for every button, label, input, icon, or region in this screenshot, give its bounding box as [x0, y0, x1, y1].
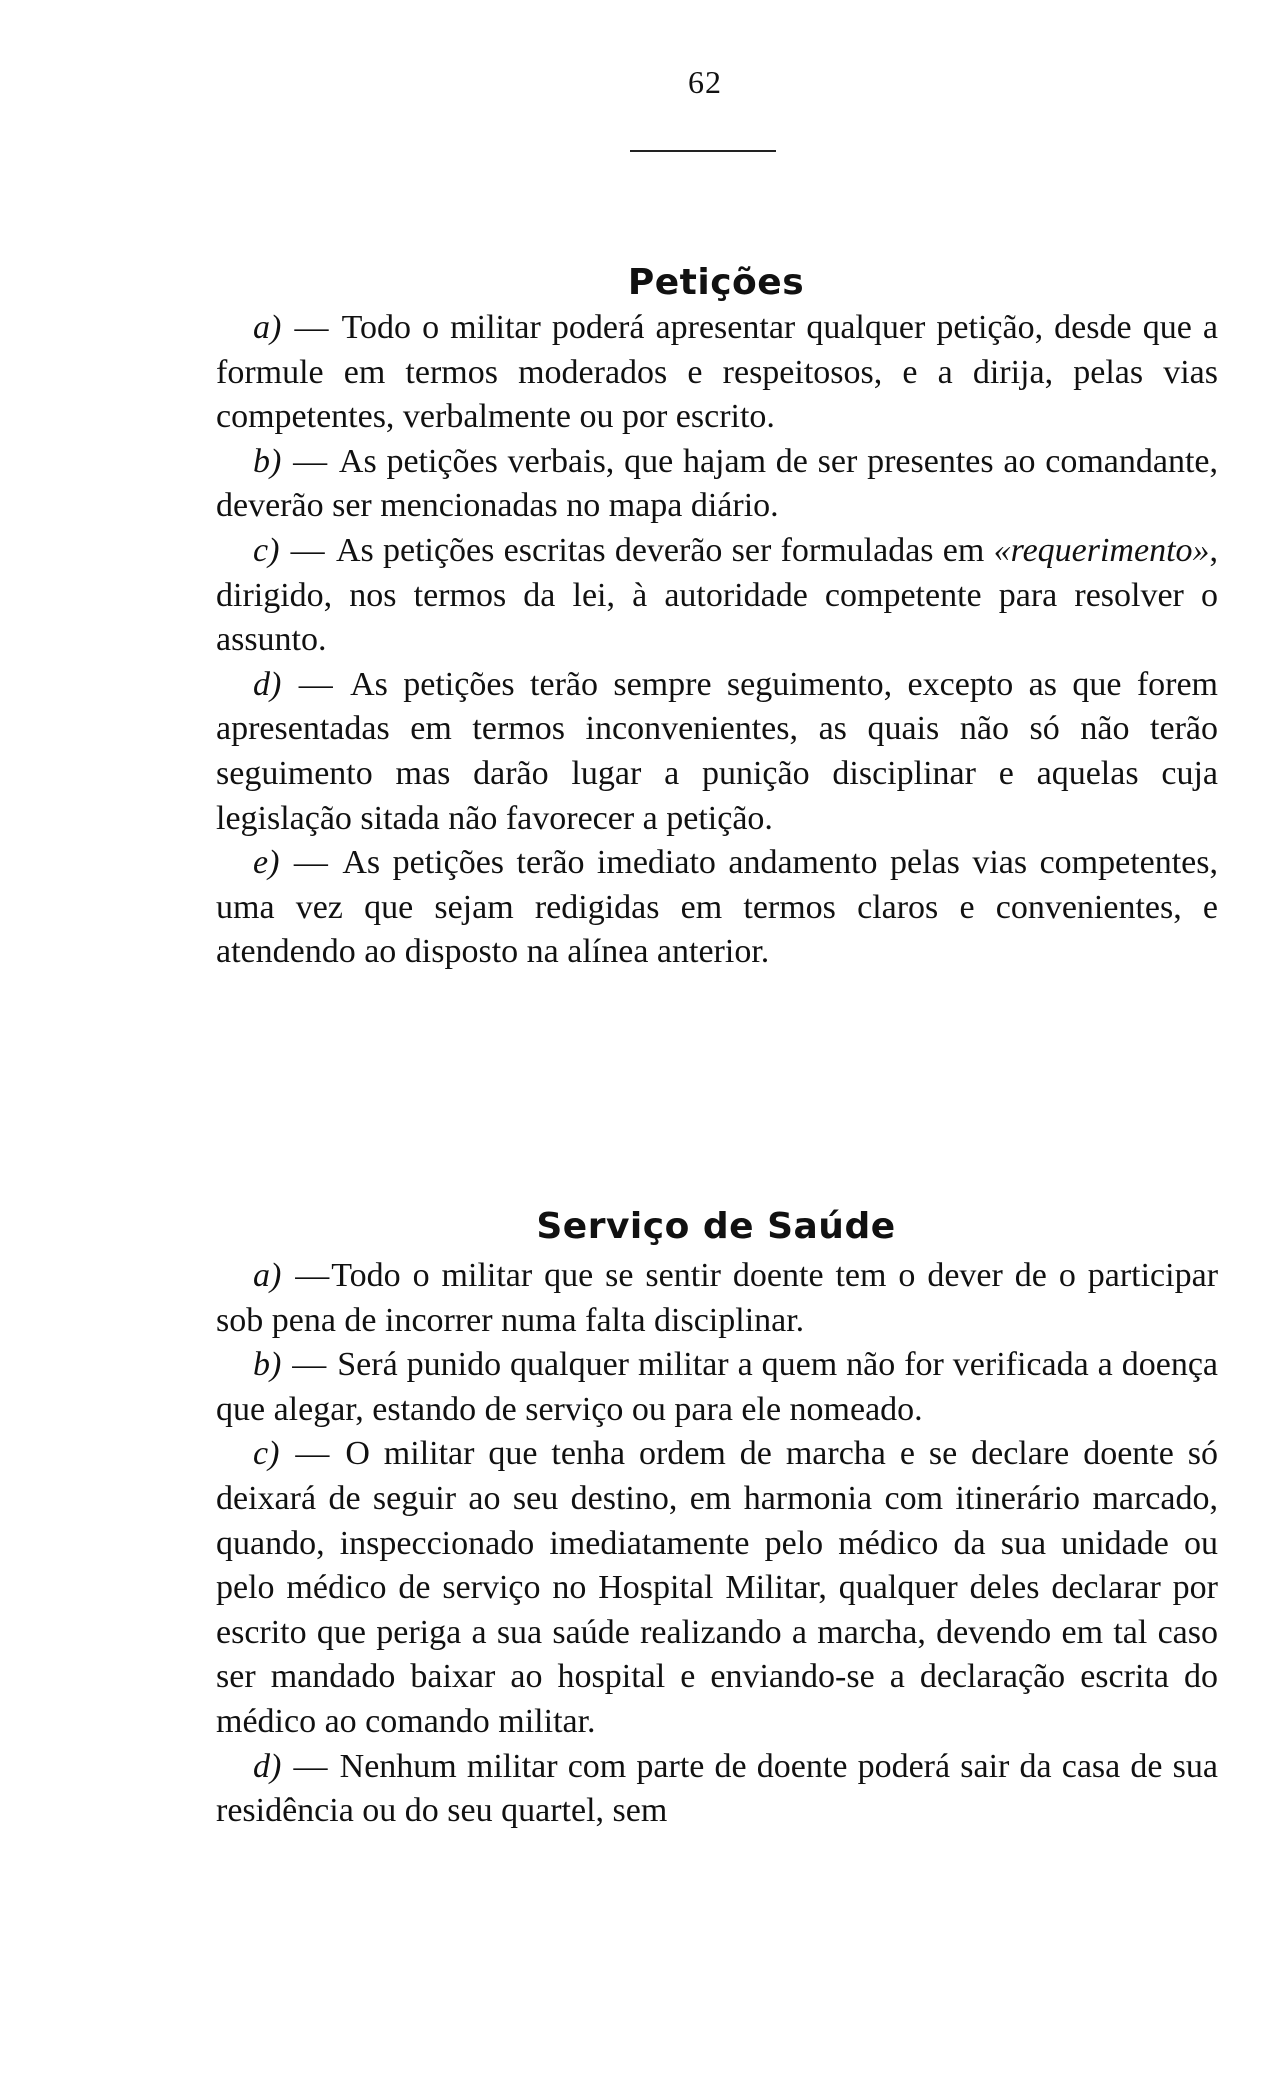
paragraph-label: e): [253, 844, 280, 882]
paragraph: [216, 306, 1218, 440]
paragraph: [216, 529, 1218, 663]
paragraph-dash: —: [283, 1747, 338, 1785]
paragraph-label: b): [253, 1346, 282, 1384]
paragraph-label: c): [253, 1435, 280, 1473]
paragraph-dash: —: [281, 844, 341, 882]
paragraph: [216, 1343, 1218, 1432]
paragraph-text: Todo o militar que se sentir doente tem o dever de o participar sob pena de incorrer numa falta disciplinar.: [216, 1257, 1219, 1339]
paragraph-dash: —: [283, 309, 340, 346]
paragraph: [216, 1254, 1218, 1343]
paragraph-text: Nenhum militar com parte de doente poderá sair da casa de sua residência ou do seu quartel, sem: [216, 1747, 1218, 1830]
paragraph: [216, 663, 1218, 841]
paragraph-text-continued: , dirigido, nos termos da lei, à autoridade competente para resolver o assunto.: [216, 531, 1219, 659]
paragraph-text: As petições escritas deverão ser formuladas em: [335, 531, 985, 569]
paragraph: [216, 841, 1218, 975]
paragraph-dash: —: [283, 1346, 336, 1384]
page-number-rule: [630, 150, 776, 152]
paragraph: [216, 440, 1218, 529]
paragraph-label: b): [253, 442, 282, 480]
paragraph-label: d): [253, 665, 282, 703]
paragraph: [216, 1432, 1218, 1744]
paragraph-label: a): [253, 1257, 282, 1294]
paragraph-dash: —: [281, 531, 334, 569]
paragraph-label: a): [253, 309, 282, 346]
section-body-peticoes: [216, 306, 1218, 975]
paragraph-text: Todo o militar poderá apresentar qualquer petição, desde que a formule em termos moderados e respeitosos, e a dirija, pelas vias competentes, verbalmente ou por escrito.: [216, 309, 1218, 436]
paragraph-dash: —: [281, 1435, 344, 1473]
paragraph-text: As petições terão imediato andamento pelas vias competentes, uma vez que sejam redigidas em termos claros e convenientes, e atendendo ao disposto na alínea anterior.: [216, 844, 1219, 971]
paragraph-text: As petições terão sempre seguimento, excepto as que forem apresentadas em termos inconvenientes, as quais não só não terão seguimento mas darão lugar a punição disciplinar e aquelas cuja legislação sitada não favorecer a petição.: [216, 665, 1218, 837]
paragraph-emphasis: «requerimento»: [993, 531, 1210, 569]
paragraph-dash: —: [283, 442, 337, 480]
section-body-servico-de-saude: [216, 1254, 1218, 1834]
paragraph-text: As petições verbais, que hajam de ser presentes ao comandante, deverão ser mencionadas no mapa diário.: [216, 442, 1218, 525]
section-title-servico-de-saude: Serviço de Saúde: [536, 1205, 896, 1247]
paragraph-text: O militar que tenha ordem de marcha e se declare doente só deixará de seguir ao seu destino, em harmonia com itinerário marcado, quando, inspeccionado imediatamente pelo médico da sua unidade ou pelo médico de serviço no Hospital Militar, qualquer deles declarar por escrito que periga a sua saúde realizando a marcha, devendo em tal caso ser mandado baixar ao hospital e enviando-se a declaração escrita do médico ao comando militar.: [216, 1435, 1219, 1740]
paragraph: [216, 1745, 1218, 1834]
paragraph-dash: —: [283, 665, 349, 703]
page-number: 62: [688, 64, 722, 100]
paragraph-text: Será punido qualquer militar a quem não for verificada a doença que alegar, estando de serviço ou para ele nomeado.: [216, 1346, 1218, 1428]
paragraph-dash: —: [283, 1257, 330, 1294]
section-title-peticoes: Petições: [627, 261, 805, 303]
paragraph-label: c): [253, 531, 280, 569]
paragraph-label: d): [253, 1747, 282, 1785]
